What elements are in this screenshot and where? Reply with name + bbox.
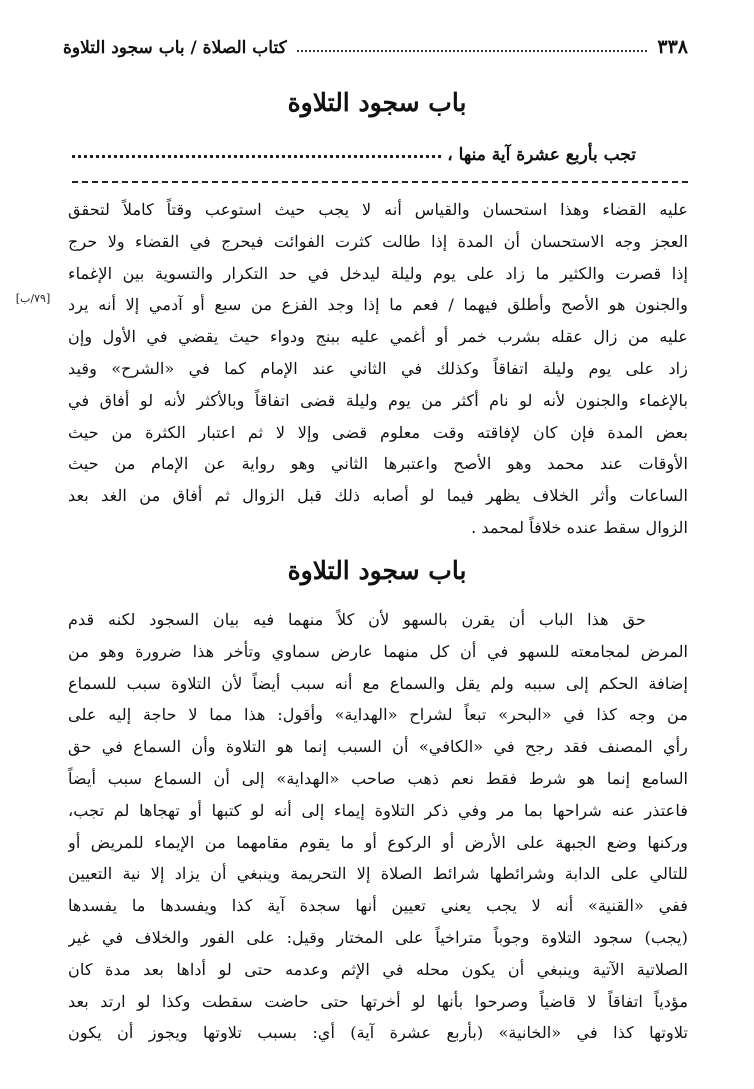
commentary-line: فاعتذر عنه شراحها بما مر وفي ذكر التلاوة إيماء إلى أنه لو كتبها أو تهجاها لم تجب، <box>68 800 688 820</box>
commentary-line: المرض لمجامعته للسهو في أن كل منهما عارض سماوي وتأخر هذا ضرورة وهو من <box>68 641 688 661</box>
commentary-line: بعض المدة فإن كان لإفاقته وقت معلوم قضى وإلا لا ثم اعتبار الكثرة من حيث <box>68 422 688 442</box>
chapter-title: باب سجود التلاوة <box>287 88 467 117</box>
commentary-line: إضافة الحكم إلى سببه ولم يقل والسماع مع أنه سبب أيضاً لأن التلاوة سبب للسماع <box>68 673 688 693</box>
commentary-line: العجز وجه الاستحسان أن المدة إذا طالت كثرت الفوائت فيحرج في القضاء ولا حرج <box>68 231 688 251</box>
commentary-line: الساعات وأثر الخلاف يظهر فيما لو أصابه ذلك قبل الزوال ثم أفاق من الغد بعد <box>68 486 688 506</box>
matn-text: تجب بأربع عشرة آية منها ، <box>447 145 636 165</box>
commentary-line: الصلاتية الآتية وينبغي أن يكون محله في الإثم وعدمه حتى لو أداها بعد مدة كان <box>68 959 688 979</box>
running-header <box>63 34 688 58</box>
commentary-line: رأي المصنف فقد رجح في «الكافي» أن السبب إنما هو التلاوة وأن السماع في حق <box>68 737 688 757</box>
commentary-line: عليه القضاء وهذا استحسان والقياس أنه لا يجب حيث استوعب وقتاً كاملاً لتحقق <box>68 200 688 219</box>
commentary-block-bottom <box>68 604 688 1049</box>
commentary-line: للتالي على الدابة وشرائطها شرائط الصلاة إلا التحريمة وينبغي أن يزاد إلا نية التعيين <box>68 864 688 884</box>
page-number: ٣٣٨ <box>657 36 688 58</box>
commentary-line: بالإغماء والجنون لأنه لو نام أكثر من يوم وليلة قضى اتفاقاً وبالأكثر لأنه لو أفاق في <box>68 390 688 410</box>
commentary-line: والجنون هو الأصح وأطلق فيهما / فعم ما إذا وجد الفزع من سبع أو آدمي إلا أنه يرد <box>68 295 688 315</box>
commentary-line: من وجه كذا في «البحر» تبعاً لشراح «الهداية» وأقول: هذا مما لا حاجة إليه على <box>68 705 688 725</box>
commentary-line: ففي «القنية» أنه لا يجب يعني تعيين أنها سجدة آية كذا ويفسدها ما يفسدها <box>68 896 688 916</box>
commentary-line: حق هذا الباب أن يقرن بالسهو لأن كلاً منهما فيه بيان السجود لكنه قدم <box>68 610 646 629</box>
commentary-block-top <box>68 194 688 544</box>
commentary-line: إذا قصرت والكثير ما زاد على يوم وليلة ليدخل في حد التكرار والتسوية بين الإغماء <box>68 263 688 283</box>
matn-line <box>72 137 636 165</box>
commentary-line: السامع إنما هو شرط فقط نعم ذهب صاحب «الهداية» إلى أن السماع سبب أيضاً <box>68 768 688 788</box>
commentary-line: تلاوتها كذا في «الخانية» (بأربع عشرة آية) أي: بسبب تلاوتها ويجوز أن يكون <box>68 1023 688 1043</box>
running-title: كتاب الصلاة / باب سجود التلاوة <box>63 38 287 58</box>
dashed-separator <box>72 181 688 183</box>
header-dotted-leader <box>297 50 648 52</box>
matn-dotted-leader <box>72 155 441 158</box>
commentary-line: مؤدياً اتفاقاً لا قاضياً وصرحوا بأنها لو أخرتها حتى حاضت سقطت وكذا لو ارتد بعد <box>68 991 688 1011</box>
section-title: باب سجود التلاوة <box>287 556 467 585</box>
commentary-line: الأوقات عند محمد وهو الأصح واعتبرها الثاني وهو رواية عن الإمام من حيث <box>68 454 688 474</box>
commentary-line: وركنها وضع الجبهة على الأرض أو الركوع أو ما يقوم مقامهما من الإيماء للمريض أو <box>68 832 688 852</box>
commentary-line: الزوال سقط عنده خلافاً لمحمد . <box>471 517 688 537</box>
commentary-line: (يجب) سجود التلاوة وجوباً متراخياً على المختار وقيل: على الفور والخلاف في غير <box>68 927 688 947</box>
manuscript-folio-marker: [٧٩/ب] <box>15 292 51 305</box>
commentary-line: عليه من زال عقله بشرب خمر أو أغمي عليه ببنج ودواء حيث يقضي في الأول وإن <box>68 327 688 347</box>
commentary-line: زاد على يوم وليلة اتفاقاً وكذلك في الثاني عند الإمام كما في «الشرح» وقيد <box>68 358 688 378</box>
